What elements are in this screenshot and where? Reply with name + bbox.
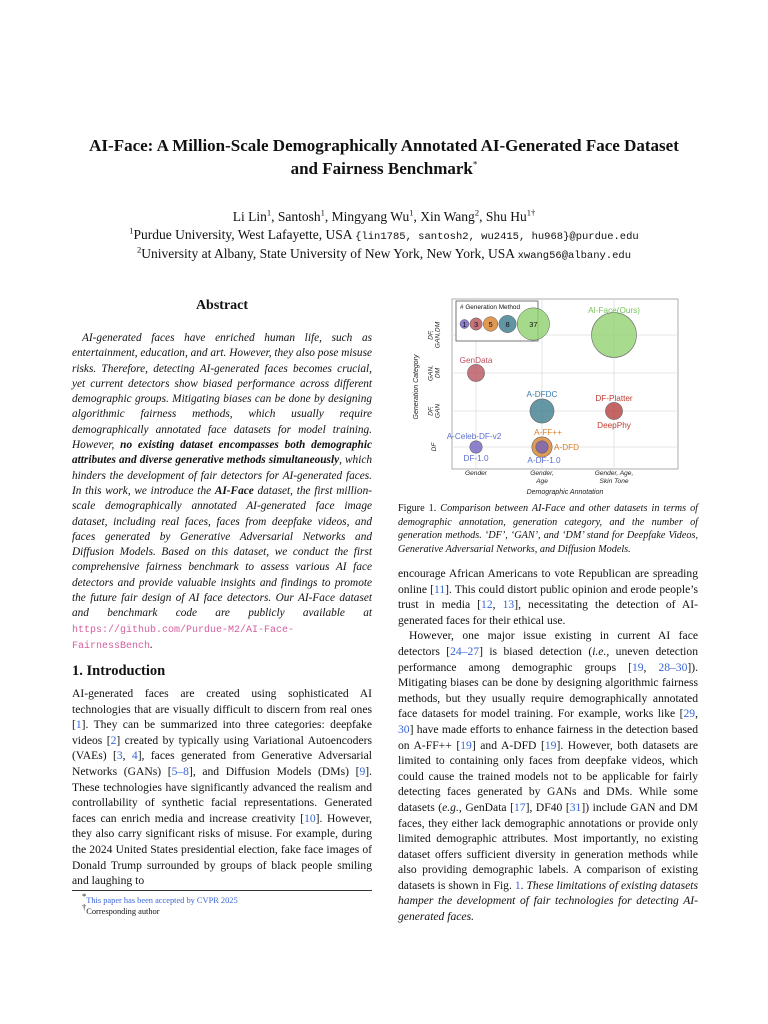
abstract-text: AI-generated faces have enriched human life, such as entertainment, education, and art. However, they also pose misuse risks. Therefore, detecting AI-generated faces becomes crucial, yet current detectors show biased performance across different demographic groups. Mitigating biases can be done by designing algorithmic fairness methods, which usually require demographically annotated face datasets for model training. However,	[72, 332, 372, 452]
citation-link[interactable]: 29	[683, 707, 696, 721]
x-tick-label: Age	[536, 478, 548, 485]
affiliation-email[interactable]: {lin1785, santosh2, wu2415, hu968}@purdue.edu	[355, 231, 639, 243]
data-point-df-platter	[605, 402, 622, 419]
abstract-text: .	[150, 638, 153, 651]
point-label: A-DF-1.0	[527, 456, 561, 465]
footnote-text: Corresponding author	[86, 907, 160, 916]
x-tick-label: Skin Tone	[599, 478, 629, 485]
author: Shu Hu	[485, 209, 527, 224]
data-point-ai-face-ours-	[592, 313, 637, 358]
citation-link[interactable]: 3	[116, 749, 123, 763]
section-heading-introduction: 1. Introduction	[72, 663, 166, 679]
citation-link[interactable]: 1	[75, 718, 82, 732]
body-text: ], necessitating the detection of AI-generated faces for their ethical use.	[398, 598, 699, 627]
legend-size-label: 3	[473, 320, 479, 329]
legend-size-label: 1	[462, 320, 467, 329]
body-text: ,	[643, 660, 659, 674]
abstract-bold: AI-Face	[214, 484, 254, 497]
body-text: e.g.	[442, 800, 459, 814]
title-footnote-mark: *	[472, 159, 478, 170]
citation-link[interactable]: 1	[514, 878, 521, 892]
footnote-text[interactable]: This paper has been accepted by CVPR 2025	[86, 896, 238, 905]
y-tick-label: DF	[431, 442, 438, 452]
body-text: encourage African Americans to vote Republican are spreading online [	[398, 567, 698, 596]
affiliation-text: University at Albany, State University of New York, New York, USA	[141, 246, 518, 261]
intro-text: ] created by typically using Variational Autoencoders (VAEs) [	[72, 733, 373, 763]
citation-link[interactable]: 11	[433, 582, 446, 596]
body-text: , GenData [	[458, 800, 514, 814]
author-list: Li Lin$^1$, Santosh$^1$, Mingyang Wu$^1$, Xin Wang$^2$, Shu $Hu^{1\dagger}$	[232, 207, 536, 224]
author-mark: 1	[320, 207, 325, 218]
author: Li Lin	[232, 209, 267, 224]
body-text: ]. However, both datasets are limited to containing only faces from deepfake videos, which could cause the trained models not to be applicable for fairly detecting faces generated by GANs and DMs. While some datasets (	[398, 738, 698, 814]
figure-1	[402, 297, 694, 502]
x-axis-label: Demographic Annotation	[526, 489, 604, 496]
paragraph	[398, 628, 698, 924]
y-tick-label: DF,	[427, 406, 435, 416]
citation-link[interactable]: 19	[460, 738, 472, 752]
paragraph	[398, 566, 698, 628]
y-axis-label: Generation Category	[413, 354, 420, 420]
affiliation-mark: 2	[136, 244, 142, 255]
body-text: ] and A-DFD [	[471, 738, 545, 752]
y-tick-label: DF,	[427, 330, 435, 340]
body-text: ], DF40 [	[525, 800, 570, 814]
point-label: A-DFDC	[526, 390, 558, 399]
legend-size-label: 5	[488, 320, 493, 329]
author-mark: 1†	[526, 207, 536, 218]
github-link[interactable]: https://github.com/Purdue-M2/AI-Face-FairnessBench	[72, 624, 295, 652]
citation-link[interactable]: 30	[398, 722, 410, 736]
author: Mingyang Wu	[331, 209, 410, 224]
author-mark: 1	[409, 207, 414, 218]
intro-text: AI-generated faces are created using sophisticated AI technologies that are visually difficult to discern from real ones [	[72, 687, 372, 732]
legend-size-label: 8	[505, 320, 510, 329]
footnote-mark: *	[82, 891, 87, 902]
citation-link[interactable]: 9	[359, 764, 366, 778]
footnotes	[72, 890, 372, 917]
title-line2: and Fairness Benchmark	[290, 159, 473, 178]
title-line1: AI-Face: A Million-Scale Demographically Annotated AI-Generated Face Dataset	[89, 136, 679, 155]
body-text: ]. This could distort public opinion and erode people’s trust in media [	[398, 582, 698, 612]
body-text: , uneven detection performance among demographic groups [	[398, 644, 698, 674]
body-text: .	[520, 878, 527, 892]
paper-title	[40, 134, 728, 180]
point-label: A-DFD	[554, 443, 580, 452]
citation-link[interactable]: 10	[304, 811, 316, 825]
introduction-continued	[398, 566, 698, 925]
footnote-2	[72, 902, 372, 917]
y-tick-label: GAN,DM	[434, 321, 442, 349]
body-text: However, one major issue existing in current AI face detectors [	[398, 629, 698, 658]
citation-link[interactable]: 31	[569, 800, 582, 814]
intro-text: ], faces generated from Generative Adversarial Networks (GANs) [	[72, 749, 373, 778]
body-text: These limitations of existing datasets hamper the development of fair technologies for detecting AI-generated faces.	[398, 878, 699, 924]
caption-text: Comparison between AI-Face and other datasets in terms of demographic annotation, generation category, and the number of generation methods. ‘DF’, ‘GAN’, and ‘DM’ stand for Deepfake Videos, Generative Adversarial Networks, and Diffusion Models.	[398, 503, 699, 555]
data-point-a-dfdc	[530, 399, 554, 423]
citation-link[interactable]: 2	[110, 733, 117, 747]
intro-text: ,	[122, 749, 132, 763]
data-point-a-celeb-df-v2	[470, 441, 482, 453]
affiliation-text: Purdue University, West Lafayette, USA	[133, 227, 356, 242]
intro-text: ]. They can be summarized into three categories: deepfake videos [	[72, 718, 372, 747]
citation-link[interactable]: 4	[131, 749, 138, 763]
citation-link[interactable]: 24–27	[450, 644, 480, 658]
point-label: DF-Platter	[595, 394, 633, 403]
citation-link[interactable]: 5–8	[171, 764, 189, 778]
footnote-1	[72, 891, 372, 906]
point-label: GenData	[459, 356, 493, 365]
point-label: DeepPhy	[597, 421, 631, 430]
abstract-body	[72, 331, 372, 654]
bubble-chart	[402, 297, 694, 502]
data-point-a-df-1-0	[536, 441, 548, 453]
y-tick-label: GAN,	[427, 364, 435, 382]
introduction-body	[72, 686, 372, 889]
citation-link[interactable]: 13	[502, 598, 515, 612]
body-text: ,	[695, 707, 698, 721]
citation-link[interactable]: 12	[481, 598, 493, 612]
body-text: ]). Mitigating biases can be done by designing algorithmic fairness methods, but they usually require demographically annotated face datasets for model training. For example, works like [	[398, 660, 699, 721]
abstract-heading: Abstract	[195, 298, 249, 313]
data-point-gendata	[467, 364, 484, 381]
author: Xin Wang	[420, 209, 475, 224]
abstract-text: dataset, the first million-scale demographically annotated AI-generated face image dataset, including real faces, faces from deepfake videos, and faces generated by Generative Adversarial Networks and Diffusion Models. Based on this dataset, we conduct the first comprehensive fairness benchmark to assess various AI face detectors and provide valuable insights and findings to promote the future fair design of AI face detectors. Our AI-Face dataset and benchmark code are publicly available at	[72, 484, 372, 620]
intro-text: ]. These technologies have significantly advanced the realism and controllability of synthetic facial representations. Generated faces can enrich media and increase creativity [	[72, 764, 373, 825]
affiliation-mark: 1	[129, 225, 134, 236]
citation-link[interactable]: 17	[513, 800, 526, 814]
y-tick-label: GAN	[434, 403, 442, 419]
citation-link[interactable]: 19	[544, 738, 557, 752]
body-text: i.e.	[592, 644, 607, 658]
figure-caption	[398, 502, 698, 556]
affiliation-1	[40, 226, 728, 246]
affiliation-2	[40, 245, 728, 265]
x-tick-label: Gender,	[530, 470, 554, 477]
body-text: ,	[492, 598, 503, 612]
abstract-text: , which hinders the development of fair detectors for AI-generated faces. In this work, we introduce the	[72, 454, 373, 497]
abstract-bold: no existing dataset encompasses both demographic attributes and diverse generative methods simultaneously	[72, 439, 372, 467]
caption-label: Figure 1.	[398, 503, 441, 514]
legend-title: # Generation Method	[460, 304, 521, 311]
affiliation-email[interactable]: xwang56@albany.edu	[517, 250, 632, 262]
point-label: A-FF++	[534, 428, 562, 437]
point-label: DF-1.0	[463, 454, 489, 463]
intro-text: ]. However, they also carry significant risks of misuse. For example, during the 2024 United States presidential election, fake face images of Donald Trump surrounded by groups of black people smiling and laughing to	[72, 811, 372, 888]
body-text: ] is biased detection (	[479, 644, 593, 658]
author: Santosh	[277, 209, 321, 224]
x-tick-label: Gender	[465, 470, 487, 477]
author-mark: 1	[266, 207, 272, 218]
y-tick-label: DM	[434, 367, 442, 379]
body-text: ] have made efforts to enhance fairness in the detection based on A-FF++ [	[398, 722, 698, 752]
intro-text: ], and Diffusion Models (DMs) [	[188, 764, 360, 778]
footnote-mark: †	[82, 902, 87, 913]
body-text: ]) include GAN and DM faces, they either lack demographic annotations or provide only limited demographic attributes. Most importantly, no existing dataset offers sufficient diversity in generation methods while also providing demographic labels. A comparison of existing datasets is shown in Fig.	[398, 800, 698, 892]
legend-size-label: 37	[529, 320, 538, 329]
author-mark: 2	[474, 207, 480, 218]
citation-link[interactable]: 28–30	[658, 660, 688, 674]
x-tick-label: Gender, Age,	[594, 470, 634, 477]
citation-link[interactable]: 19	[631, 660, 644, 674]
point-label: AI-Face(Ours)	[588, 306, 640, 315]
point-label: A-Celeb-DF-v2	[446, 432, 502, 441]
